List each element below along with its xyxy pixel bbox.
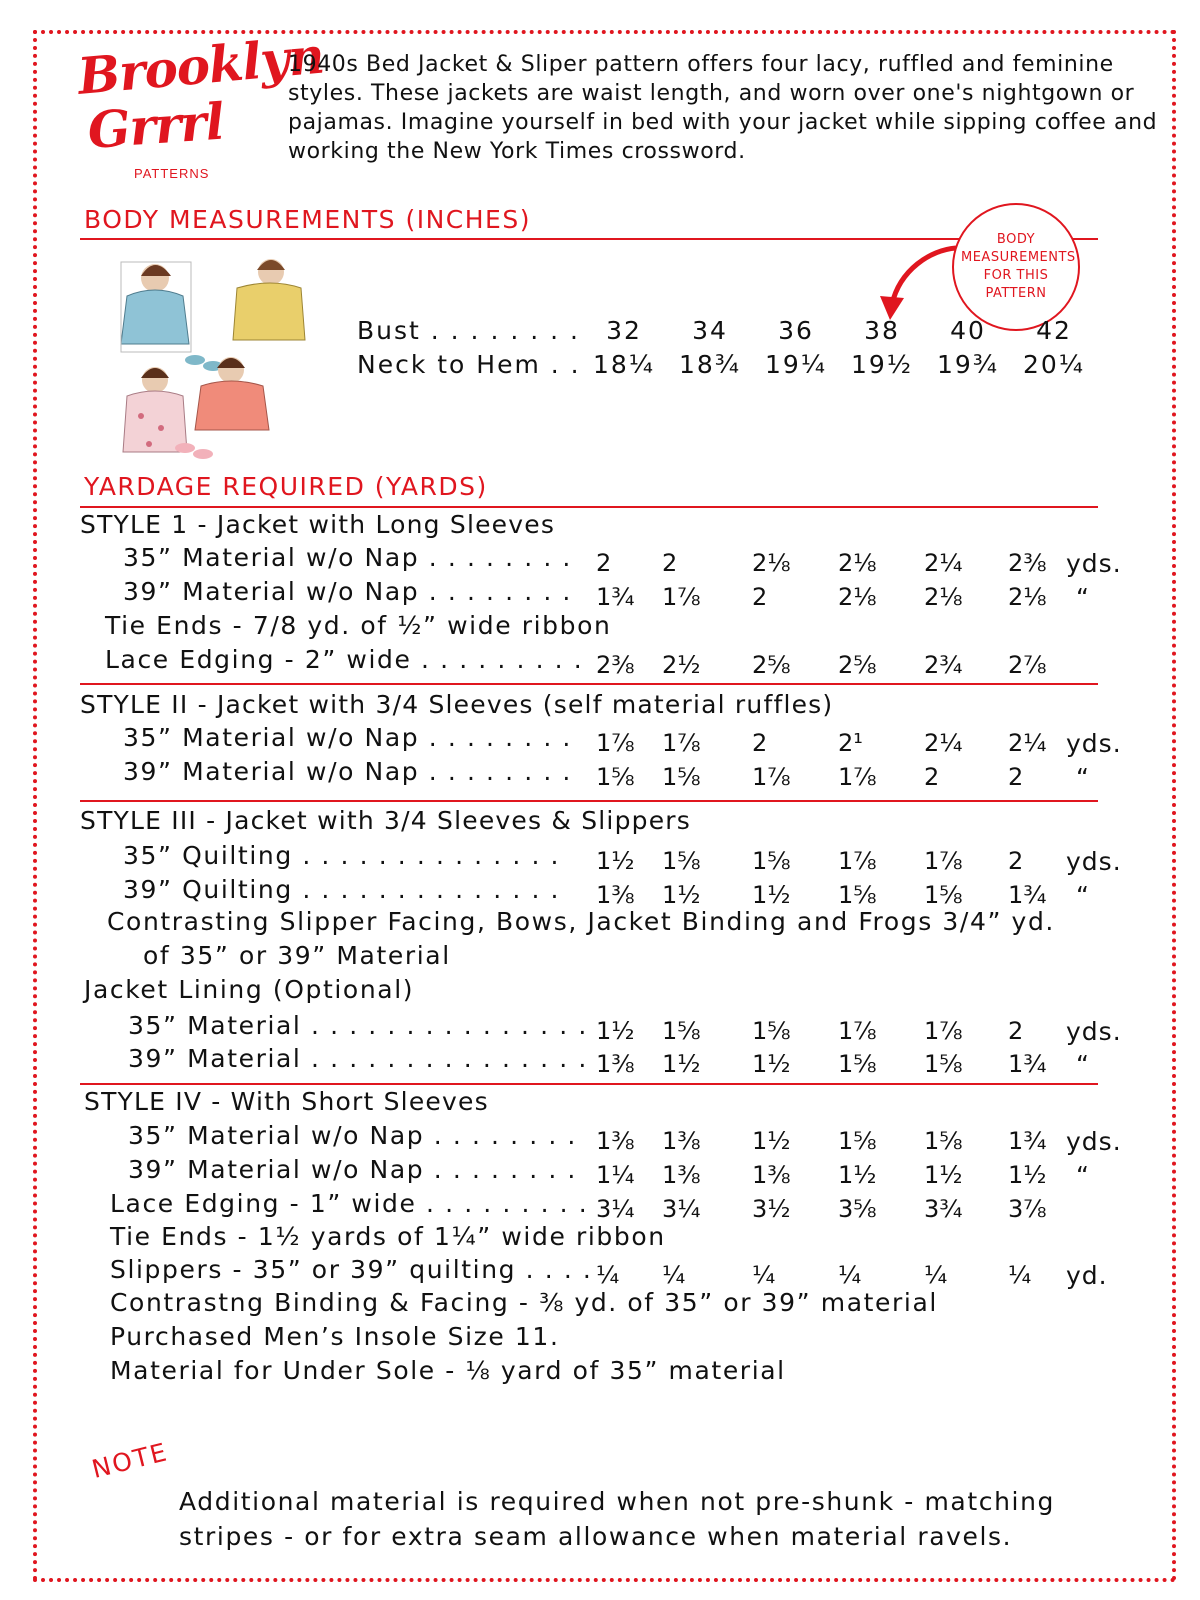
yardage-value: 3¾ bbox=[924, 1195, 963, 1223]
badge-text: BODY MEASUREMENTS FOR THIS PATTERN bbox=[961, 232, 1076, 301]
yardage-value: 2¼ bbox=[1008, 729, 1047, 757]
yardage-value: 1½ bbox=[924, 1161, 963, 1189]
yardage-line-label: Contrastng Binding & Facing - ⅜ yd. of 35” or 39” material bbox=[110, 1288, 938, 1317]
yardage-value: ¼ bbox=[838, 1261, 862, 1289]
yardage-unit: “ bbox=[1076, 763, 1090, 792]
yardage-value: 1⅜ bbox=[596, 881, 635, 909]
logo-word-1: Brooklyn bbox=[75, 25, 326, 106]
yardage-value: 1⅝ bbox=[924, 1050, 963, 1078]
bust-value: 42 bbox=[1036, 316, 1072, 345]
yardage-line-label: 39” Material w/o Nap . . . . . . . . bbox=[123, 757, 572, 786]
slippers-bottom bbox=[175, 443, 213, 459]
yardage-value: 1½ bbox=[662, 881, 701, 909]
yardage-value: 1⅞ bbox=[924, 847, 963, 875]
figure-blue-jacket bbox=[121, 262, 191, 352]
yardage-value: ¼ bbox=[662, 1261, 686, 1289]
yardage-value: 1¾ bbox=[596, 583, 635, 611]
yardage-value: 2⅛ bbox=[838, 583, 877, 611]
yardage-value: 1⅝ bbox=[662, 847, 701, 875]
yardage-value: 1⅝ bbox=[838, 881, 877, 909]
yardage-value: 1⅝ bbox=[838, 1127, 877, 1155]
yardage-value: 1⅜ bbox=[596, 1050, 635, 1078]
yardage-value: 3⅞ bbox=[1008, 1195, 1047, 1223]
yardage-unit: “ bbox=[1076, 1050, 1090, 1079]
yardage-value: 1⅝ bbox=[924, 1127, 963, 1155]
yardage-value: 1¾ bbox=[1008, 1050, 1047, 1078]
yardage-value: 1⅝ bbox=[596, 763, 635, 791]
yardage-value: 2¹ bbox=[838, 729, 863, 757]
yardage-unit: “ bbox=[1076, 1161, 1090, 1190]
yardage-value: 1½ bbox=[596, 1017, 635, 1045]
yardage-line-label: of 35” or 39” Material bbox=[143, 941, 451, 970]
yardage-line-label: Jacket Lining (Optional) bbox=[84, 975, 415, 1004]
yardage-value: 2 bbox=[1008, 763, 1024, 791]
yardage-value: 2⅛ bbox=[752, 549, 791, 577]
yardage-line-label: 35” Material w/o Nap . . . . . . . . bbox=[128, 1121, 577, 1150]
yardage-value: 1½ bbox=[596, 847, 635, 875]
yardage-value: 1½ bbox=[752, 1127, 791, 1155]
bust-label: Bust . . . . . . . . bbox=[357, 316, 580, 345]
yardage-title: YARDAGE REQUIRED (YARDS) bbox=[84, 472, 488, 501]
neck-to-hem-value: 20¼ bbox=[1022, 350, 1086, 379]
yardage-unit: “ bbox=[1076, 583, 1090, 612]
yardage-value: 1⅝ bbox=[924, 881, 963, 909]
yardage-value: ¼ bbox=[596, 1261, 620, 1289]
yardage-line-label: 39” Quilting . . . . . . . . . . . . . . bbox=[123, 875, 561, 904]
intro-paragraph: 1940s Bed Jacket & Sliper pattern offers four lacy, ruffled and feminine styles. These jackets are waist length, and worn over one's nightgown or pajamas. Imagine yourself in bed with your jacket while sipping coffee and working the New York Times crossword. bbox=[288, 52, 1158, 164]
yardage-value: ¼ bbox=[1008, 1261, 1032, 1289]
yardage-unit: yds. bbox=[1066, 729, 1122, 758]
yardage-value: 2⅝ bbox=[838, 651, 877, 679]
yardage-value: 2¾ bbox=[924, 651, 963, 679]
yardage-value: 1½ bbox=[1008, 1161, 1047, 1189]
yardage-value: 2⅞ bbox=[1008, 651, 1047, 679]
yardage-value: 2 bbox=[752, 729, 768, 757]
yardage-line-label: 35” Quilting . . . . . . . . . . . . . . bbox=[123, 841, 561, 870]
yardage-value: 1⅝ bbox=[752, 847, 791, 875]
body-measurements-title: BODY MEASUREMENTS (INCHES) bbox=[84, 205, 531, 234]
logo-subtitle: PATTERNS bbox=[134, 166, 210, 181]
yardage-line-label: 39” Material w/o Nap . . . . . . . . bbox=[123, 577, 572, 606]
yardage-unit: yds. bbox=[1066, 1017, 1122, 1046]
yardage-line-label: 35” Material w/o Nap . . . . . . . . bbox=[123, 543, 572, 572]
style-heading: STYLE II - Jacket with 3/4 Sleeves (self material ruffles) bbox=[80, 690, 834, 719]
yardage-value: 3¼ bbox=[596, 1195, 635, 1223]
yardage-line-label: Slippers - 35” or 39” quilting . . . . bbox=[110, 1255, 593, 1284]
yardage-value: 1¾ bbox=[1008, 881, 1047, 909]
vintage-bed-jacket-illustration bbox=[113, 248, 318, 473]
yardage-value: 2¼ bbox=[924, 729, 963, 757]
bust-value: 34 bbox=[692, 316, 728, 345]
yardage-line-label: 39” Material . . . . . . . . . . . . . . . bbox=[128, 1044, 588, 1073]
yardage-value: 1⅜ bbox=[662, 1161, 701, 1189]
yardage-value: 1⅞ bbox=[838, 763, 877, 791]
yardage-value: 2⅜ bbox=[596, 651, 635, 679]
yardage-value: 1⅞ bbox=[838, 847, 877, 875]
yardage-line-label: 39” Material w/o Nap . . . . . . . . bbox=[128, 1155, 577, 1184]
bust-value: 40 bbox=[950, 316, 986, 345]
yardage-value: 2 bbox=[662, 549, 678, 577]
note-tag: NOTE bbox=[88, 1437, 172, 1484]
logo-word-2: Grrrl bbox=[85, 91, 226, 160]
yardage-unit: yds. bbox=[1066, 847, 1122, 876]
yardage-line-label: Material for Under Sole - ⅛ yard of 35” material bbox=[110, 1356, 786, 1385]
yardage-value: 1⅞ bbox=[662, 729, 701, 757]
yardage-value: 2⅛ bbox=[1008, 583, 1047, 611]
yardage-value: 1⅜ bbox=[662, 1127, 701, 1155]
slippers-top bbox=[185, 355, 223, 371]
yardage-value: 2⅛ bbox=[924, 583, 963, 611]
yardage-line-label: 35” Material . . . . . . . . . . . . . . . bbox=[128, 1011, 588, 1040]
yardage-line-label: Tie Ends - 1½ yards of 1¼” wide ribbon bbox=[110, 1222, 666, 1251]
yardage-unit: “ bbox=[1076, 881, 1090, 910]
section-rule bbox=[80, 800, 1098, 802]
yardage-value: 2⅛ bbox=[838, 549, 877, 577]
measurement-badge bbox=[952, 203, 1080, 331]
yardage-value: 1¼ bbox=[596, 1161, 635, 1189]
style-heading: STYLE IV - With Short Sleeves bbox=[84, 1087, 489, 1116]
figure-floral-jacket bbox=[123, 367, 187, 452]
yardage-value: 1⅞ bbox=[838, 1017, 877, 1045]
yardage-line-label: Tie Ends - 7/8 yd. of ½” wide ribbon bbox=[105, 611, 612, 640]
brand-logo bbox=[75, 25, 326, 188]
neck-to-hem-value: 18¼ bbox=[592, 350, 656, 379]
yardage-value: 1⅞ bbox=[924, 1017, 963, 1045]
yardage-value: 1⅝ bbox=[752, 1017, 791, 1045]
yardage-unit: yds. bbox=[1066, 549, 1122, 578]
neck-to-hem-value: 18¾ bbox=[678, 350, 742, 379]
yardage-unit: yd. bbox=[1066, 1261, 1108, 1290]
yardage-value: 3¼ bbox=[662, 1195, 701, 1223]
neck-to-hem-value: 19½ bbox=[850, 350, 914, 379]
yardage-value: 1½ bbox=[662, 1050, 701, 1078]
yardage-value: 1½ bbox=[752, 881, 791, 909]
yardage-value: 2 bbox=[924, 763, 940, 791]
yardage-value: 1¾ bbox=[1008, 1127, 1047, 1155]
yardage-value: 2 bbox=[596, 549, 612, 577]
style-heading: STYLE III - Jacket with 3/4 Sleeves & Slippers bbox=[80, 806, 691, 835]
yardage-line-label: Purchased Men’s Insole Size 11. bbox=[110, 1322, 560, 1351]
note-text: Additional material is required when not pre-shunk - matching stripes - or for extra seam allowance when material ravels. bbox=[179, 1487, 1055, 1551]
neck-to-hem-value: 19¼ bbox=[764, 350, 828, 379]
yardage-value: 1⅜ bbox=[596, 1127, 635, 1155]
bust-value: 36 bbox=[778, 316, 814, 345]
yardage-value: 2⅝ bbox=[752, 651, 791, 679]
yardage-value: 1½ bbox=[838, 1161, 877, 1189]
yardage-value: 1⅝ bbox=[838, 1050, 877, 1078]
yardage-line-label: 35” Material w/o Nap . . . . . . . . bbox=[123, 723, 572, 752]
neck-to-hem-label: Neck to Hem . . bbox=[357, 350, 581, 379]
yardage-value: 1⅝ bbox=[662, 763, 701, 791]
yardage-value: 2½ bbox=[662, 651, 701, 679]
yardage-value: 2¼ bbox=[924, 549, 963, 577]
yardage-value: 2⅜ bbox=[1008, 549, 1047, 577]
yardage-value: 1⅞ bbox=[596, 729, 635, 757]
yardage-value: ¼ bbox=[924, 1261, 948, 1289]
neck-to-hem-value: 19¾ bbox=[936, 350, 1000, 379]
yardage-value: 1⅝ bbox=[662, 1017, 701, 1045]
yardage-value: 1½ bbox=[752, 1050, 791, 1078]
yardage-value: 2 bbox=[1008, 1017, 1024, 1045]
figure-yellow-jacket bbox=[233, 259, 305, 340]
yardage-value: 2 bbox=[1008, 847, 1024, 875]
yardage-value: 1⅞ bbox=[752, 763, 791, 791]
bust-value: 38 bbox=[864, 316, 900, 345]
yardage-line-label: Lace Edging - 2” wide . . . . . . . . . bbox=[105, 645, 584, 674]
section-rule bbox=[80, 683, 1098, 685]
yardage-line-label: Contrasting Slipper Facing, Bows, Jacket Binding and Frogs 3/4” yd. bbox=[107, 907, 1055, 936]
yardage-line-label: Lace Edging - 1” wide . . . . . . . . . bbox=[110, 1189, 589, 1218]
yardage-value: 1⅜ bbox=[752, 1161, 791, 1189]
section-rule bbox=[80, 1083, 1098, 1085]
yardage-value: ¼ bbox=[752, 1261, 776, 1289]
bust-value: 32 bbox=[606, 316, 642, 345]
section-rule bbox=[80, 506, 1098, 508]
yardage-value: 3½ bbox=[752, 1195, 791, 1223]
yardage-value: 2 bbox=[752, 583, 768, 611]
yardage-value: 1⅞ bbox=[662, 583, 701, 611]
style-heading: STYLE 1 - Jacket with Long Sleeves bbox=[80, 510, 556, 539]
yardage-unit: yds. bbox=[1066, 1127, 1122, 1156]
yardage-value: 3⅝ bbox=[838, 1195, 877, 1223]
